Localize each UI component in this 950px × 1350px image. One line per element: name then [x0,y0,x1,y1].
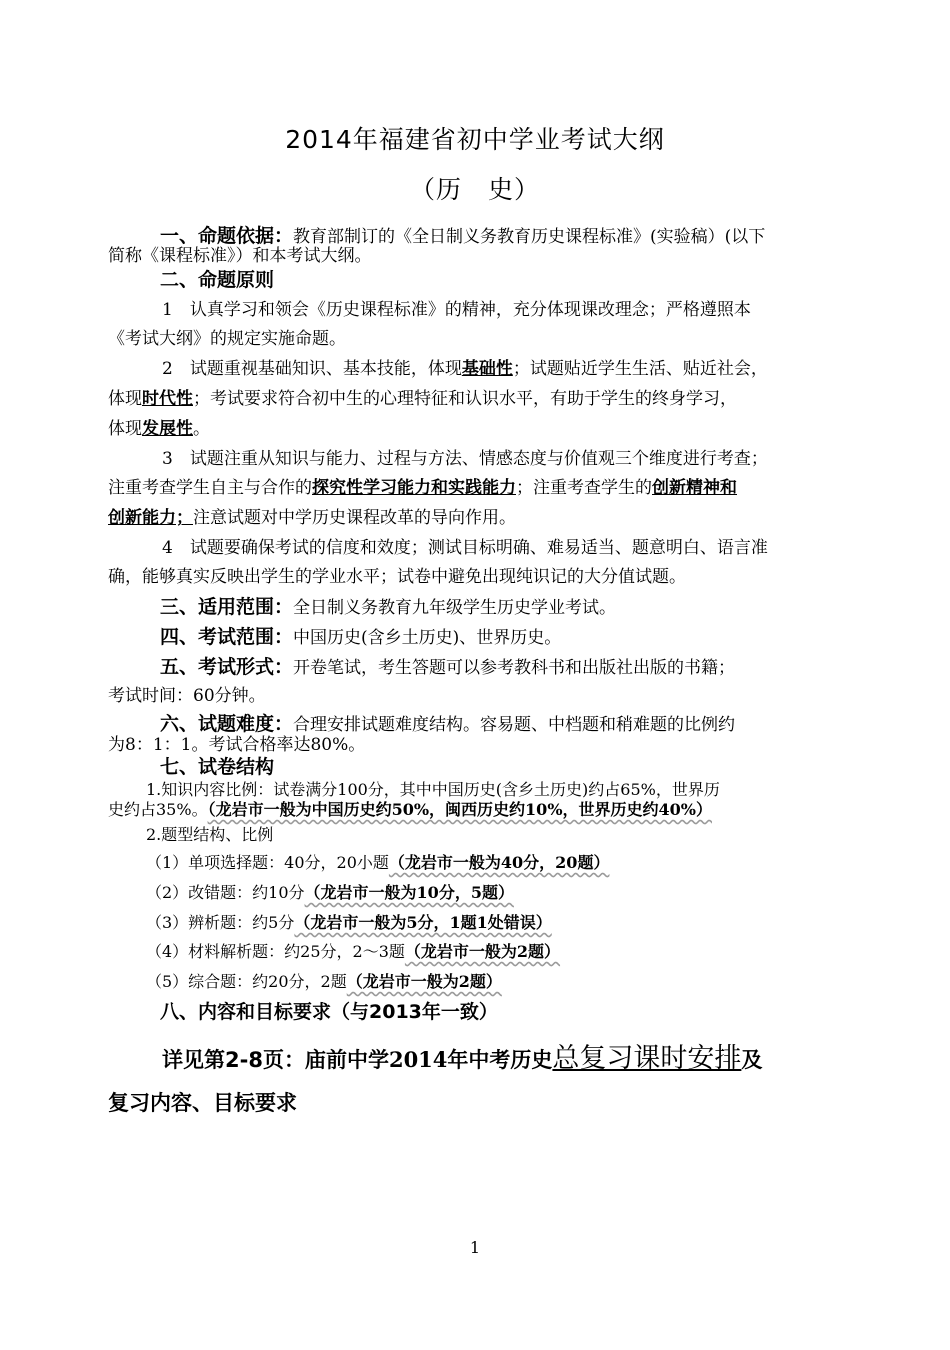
longyan-note-5: （龙岩市一般为2题） [346,972,502,991]
section-2-heading: 二、命题原则 [160,269,275,291]
keyword-developmental: 发展性 [142,419,193,439]
keyword-innovation: 创新精神和 [652,478,737,498]
longyan-note-3: （龙岩市一般为5分，1题1处错误） [294,913,552,932]
question-type-1: （1）单项选择题：40分，20小题（龙岩市一般为40分，20题） [146,853,610,872]
question-type-2: （2）改错题：约10分（龙岩市一般为10分，5题） [146,883,514,902]
knowledge-ratio: 1.知识内容比例：试卷满分100分，其中中国历史(含乡土历史)约占65%，世界历 [146,780,720,799]
section-8-heading: 八、内容和目标要求（与2013年一致） [160,1001,498,1023]
section-6-cont: 为8：1：1。考试合格率达80%。 [108,735,366,755]
document-title: 2014年福建省初中学业考试大纲 [285,125,665,154]
document-subtitle: （历 史） [409,175,540,204]
principle-2-cont: 体现时代性；考试要求符合初中生的心理特征和认识水平，有助于学生的终身学习， [108,389,737,409]
principle-1-cont: 《考试大纲》的规定实施命题。 [108,329,346,349]
question-type-5: （5）综合题：约20分，2题（龙岩市一般为2题） [146,972,502,991]
principle-1: 1 认真学习和领会《历史课程标准》的精神，充分体现课改理念；严格遵照本 [162,300,751,320]
section-1-heading: 一、命题依据： [160,225,294,247]
section-1-text: 教育部制订的《全日制义务教育历史课程标准》(实验稿）(以下 [293,227,766,247]
section-3: 三、适用范围：全日制义务教育九年级学生历史学业考试。 [160,596,617,618]
knowledge-ratio-cont: 史约占35%。（龙岩市一般为中国历史约50%，闽西历史约10%，世界历史约40%） [108,800,712,819]
principle-3: 3 试题注重从知识与能力、过程与方法、情感态度与价值观三个维度进行考查； [162,449,768,469]
keyword-inquiry: 探究性学习能力和实践能力 [312,478,516,498]
principle-2: 2 试题重视基础知识、基本技能，体现基础性；试题贴近学生生活、贴近社会， [162,359,768,379]
keyword-innovation-cont: 创新能力； [108,508,193,528]
detail-line: 详见第2-8页：庙前中学2014年中考历史总复习课时安排及 [162,1043,763,1074]
keyword-foundational: 基础性 [461,359,513,379]
keyword-contemporary: 时代性 [142,389,193,409]
principle-4-cont: 确，能够真实反映出学生的学业水平；试卷中避免出现纯识记的大分值试题。 [108,567,686,587]
review-schedule-link: 总复习课时安排 [552,1043,742,1074]
question-type-4: （4）材料解析题：约25分，2～3题（龙岩市一般为2题） [146,942,561,961]
section-1-text-cont: 简称《课程标准》）和本考试大纲。 [108,246,372,266]
detail-line-cont: 复习内容、目标要求 [108,1091,297,1115]
longyan-note-1: （龙岩市一般为40分，20题） [388,853,610,872]
longyan-note-ratio: （龙岩市一般为中国历史约50%，闽西历史约10%，世界历史约40%） [207,800,712,819]
section-7-heading: 七、试卷结构 [160,756,275,778]
principle-3-cont: 注重考查学生自主与合作的探究性学习能力和实践能力；注重考查学生的创新精神和 [108,478,737,498]
section-5-cont: 考试时间：60分钟。 [108,686,266,706]
longyan-note-2: （龙岩市一般为10分，5题） [304,883,514,902]
page-number: 1 [469,1238,481,1257]
section-6: 六、试题难度：合理安排试题难度结构。容易题、中档题和稍难题的比例约 [160,713,736,735]
principle-2-cont2: 体现发展性。 [108,419,210,439]
principle-3-cont2: 创新能力；注意试题对中学历史课程改革的导向作用。 [108,508,516,528]
question-type-3: （3）辨析题：约5分（龙岩市一般为5分，1题1处错误） [146,913,552,932]
question-types-heading: 2.题型结构、比例 [146,825,274,844]
section-4: 四、考试范围：中国历史(含乡土历史)、世界历史。 [160,626,562,648]
principle-4: 4 试题要确保考试的信度和效度；测试目标明确、难易适当、题意明白、语言准 [162,538,768,558]
section-5: 五、考试形式：开卷笔试，考生答题可以参考教科书和出版社出版的书籍； [160,656,736,678]
section-1 [160,226,850,247]
longyan-note-4: （龙岩市一般为2题） [404,942,561,961]
